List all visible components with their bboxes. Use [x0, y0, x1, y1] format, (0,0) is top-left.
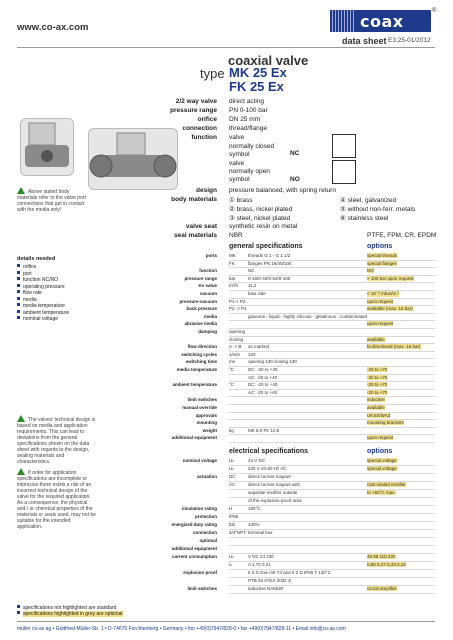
row-divider [229, 513, 435, 514]
table-cell-value: 120 [248, 351, 256, 357]
table-cell-option: available (max. 16 bar) [367, 306, 413, 312]
table-row-label: approvals [195, 412, 217, 418]
table-row-label: current consumption [171, 554, 217, 559]
design-value: pressure balanced, with spring return [229, 187, 336, 194]
table-row-label: energized duty rating [171, 522, 217, 527]
table-cell-value: opening 130 closing 130 [248, 359, 297, 365]
table-row-label: switching time [185, 359, 217, 365]
table-cell-option: inductive [367, 397, 385, 403]
table-row-label: vacuum [199, 291, 217, 296]
table-cell-unit: 1/min [229, 351, 241, 357]
row-divider [229, 328, 435, 329]
footer-contact: müller co-ax ag • Gottfried-Müller-Str. 1 • D-74670 Forchtenberg • Germany • fon +49(0)7947/828-0 • fax +49(0)7947/828-11 • Email info@co-ax.com [17, 626, 346, 632]
table-cell-value: 11,2 [248, 283, 257, 289]
list-item: ambient temperature [17, 310, 69, 317]
table-cell-value: PTB 03 ATEX 2032 X [248, 578, 291, 583]
order-warning-text: If order for application specifications are incomplete or imprecise there exists a risk of an incorrect technical design of the valve for the required application. As a consequence, the physical and / or chemical properties of the materials or seals used, may not be suitable for the intended application. [17, 470, 96, 530]
table-cell-value: gaseous - liquid - highly viscous - gelatinous - contaminated [248, 313, 368, 319]
table-row-label: damping [198, 329, 217, 334]
general-specs-table [0, 253, 453, 463]
table-cell-unit: Uₙ [229, 458, 235, 463]
electrical-specs-title: electrical specifications [229, 448, 308, 455]
material-6: ⑥ stainless steel [340, 215, 389, 222]
no-text-0: valve [229, 160, 245, 167]
row-divider [229, 419, 435, 420]
table-row-label: connection [192, 530, 217, 535]
table-row-label: optional [199, 538, 217, 543]
table-cell-option: -20 to +70 [367, 382, 388, 388]
table-cell-option: upon request [367, 435, 394, 441]
spec-value: PN 0-100 bar [229, 107, 268, 114]
website-url: www.co-ax.com [17, 22, 89, 33]
table-cell-value: NC [248, 268, 255, 274]
table-cell-value: AC: -20 to +40 [248, 389, 278, 395]
nc-text-1: normally closed [229, 143, 275, 150]
table-cell-unit: H [229, 506, 233, 511]
spec-label: orifice [197, 116, 217, 123]
material-2: ② brass, nickel plated [229, 206, 293, 213]
table-cell-option: special threads [367, 253, 398, 258]
table-cell-option: -20 to +70 [367, 367, 388, 372]
details-needed-title: details needed [17, 256, 56, 262]
seal-materials-value: NBR [229, 232, 243, 239]
table-cell-value: MK 8,0 FK 10,5 [248, 427, 280, 433]
table-cell-unit: Uₙ [229, 554, 235, 559]
table-row-label: weight [202, 427, 217, 433]
table-cell-unit: DC [229, 474, 236, 479]
product-title: coaxial valve [228, 53, 309, 68]
list-item: media temperature [17, 303, 69, 310]
table-row-label: limit switches [187, 397, 217, 403]
table-row-label: ambient temperature [172, 382, 217, 388]
table-cell-unit: AC [229, 482, 236, 487]
table-cell-option: cast sealed rectifier [367, 482, 406, 487]
material-4: ④ steel, galvanized [340, 197, 397, 204]
nc-symbol-icon [332, 134, 356, 158]
table-cell-value: bias side [248, 291, 266, 296]
row-divider [229, 521, 435, 522]
model-names [229, 66, 287, 94]
table-cell-unit: kg [229, 427, 234, 433]
table-cell-unit: bar [229, 275, 236, 281]
row-divider [229, 320, 435, 321]
table-cell-unit: °C [229, 367, 235, 372]
table-row-label: switching cycles [181, 351, 217, 357]
table-cell-option: mounting brackets [367, 420, 404, 426]
table-cell-option: available [367, 336, 385, 342]
table-cell-unit: Iₙ [229, 562, 233, 567]
table-cell-value: 0-16/0-40/0-64/0-100 [248, 275, 291, 281]
table-row-label: pressure range [184, 275, 217, 281]
body-materials-label: body materials [171, 196, 217, 203]
table-cell-unit: P1-> P2 [229, 298, 246, 304]
list-item: orifice [17, 264, 69, 271]
table-cell-value: A 1,70 0,21 [248, 562, 271, 567]
table-row-label: explosion proof [183, 570, 217, 575]
row-divider [229, 396, 435, 397]
table-cell-value: of the explosion-proof area [248, 498, 302, 503]
coax-logo [330, 10, 431, 32]
table-cell-value: DC: -20 to +40 [248, 367, 278, 372]
table-cell-unit: opening [229, 329, 246, 334]
valve-seat-value: synthetic resin on metal [229, 223, 298, 230]
no-text-2: symbol [229, 176, 250, 183]
no-text-1: normally open [229, 168, 270, 175]
table-cell-value: II 2 G Exe mII T4 and II 2 D IP65 T 130°C [248, 570, 331, 575]
valve-photo-mk [20, 118, 74, 176]
row-divider [229, 442, 435, 443]
materials-warning [17, 187, 87, 213]
spec-value: DN 25 mm [229, 116, 261, 123]
no-symbol-icon [332, 160, 356, 184]
table-cell-option: NO [367, 268, 374, 274]
general-specs-title: general specifications [229, 243, 303, 250]
materials-warning-text: Above stated body materials refer to the valve port connections that get in contact with the media only! [17, 189, 86, 213]
no-code: NO [290, 176, 300, 183]
seal-materials-label: seal materials [173, 232, 217, 239]
table-cell-option: 48 98 110 220 [367, 554, 396, 559]
table-cell-option: upon request [367, 298, 394, 304]
header-divider [17, 47, 435, 48]
design-label: design [196, 187, 217, 194]
table-cell-value: separate rectifier outside [248, 490, 298, 495]
table-row-label: flow direction [187, 344, 217, 350]
model-1: MK 25 Ex [229, 65, 287, 80]
table-cell-option: available [367, 405, 385, 410]
row-divider [229, 351, 435, 352]
design-warning-text: The valves' technical design is based on media and application requirements. This can lead to deviations from the general specifications shown on the data sheet with regards to the design, sealing materials and characteristics. [17, 417, 96, 465]
table-cell-option: 0,85 0,47 0,43 0,19 [367, 562, 406, 567]
table-cell-value: 230 V 40-60 Hz AC [248, 466, 287, 471]
nc-text-2: symbol [229, 151, 250, 158]
spec-label: 2/2 way valve [175, 98, 217, 105]
list-item: function NC/NO [17, 277, 69, 284]
table-cell-unit: ms [229, 359, 235, 365]
table-cell-unit: A -> B [229, 344, 242, 350]
table-row-label: Kv value [198, 283, 217, 289]
table-cell-value: V DC 24 230 [248, 554, 274, 559]
spec-label: function [191, 134, 217, 141]
table-cell-option: special voltage [367, 458, 397, 463]
table-cell-value: 100% [248, 522, 260, 527]
material-1: ① brass [229, 197, 253, 204]
seal-options: PTFE, FPM, CR, EPDM [367, 232, 437, 239]
row-divider [229, 298, 435, 299]
table-row-label: ports [205, 253, 217, 258]
table-cell-value: inductive NAMUR [248, 586, 284, 591]
table-row-label: manual override [182, 405, 217, 410]
legend-standard: specifications not highlighted are standard [17, 605, 123, 611]
table-row-label: nominal voltage [182, 458, 217, 463]
type-label: type [200, 66, 225, 81]
table-cell-unit: m³/h [229, 283, 238, 289]
table-cell-unit: FK [229, 260, 235, 266]
table-row-label: back pressure [186, 306, 217, 312]
table-cell-value: 180°C [248, 506, 261, 511]
row-divider [229, 412, 435, 413]
table-cell-unit: P2 -> P1 [229, 306, 247, 312]
row-divider [229, 434, 435, 435]
list-item: port [17, 271, 69, 278]
model-2: FK 25 Ex [229, 79, 284, 94]
table-cell-unit: Uₙ [229, 466, 235, 471]
list-item: flow rate [17, 290, 69, 297]
table-row-label: abrasive media [184, 321, 217, 327]
table-row-label: protection [195, 514, 217, 519]
table-cell-value: direct-current magnet with [248, 482, 301, 487]
table-cell-option: special flanges [367, 260, 397, 266]
list-item: media [17, 297, 69, 304]
row-divider [229, 537, 435, 538]
table-cell-value: AC: -20 to +40 [248, 374, 278, 380]
table-cell-value: flanges PN 16/40/100 [248, 260, 292, 266]
table-cell-value: 24 V DC [248, 458, 266, 463]
table-cell-unit: 3/4"NPT [229, 530, 246, 535]
spec-value: thread/flange [229, 125, 267, 132]
spec-value: valve [229, 134, 245, 141]
table-cell-option: > 100 bar upon request [367, 275, 414, 281]
table-cell-unit: ED [229, 522, 236, 527]
table-cell-option: UKSS/WAZ [367, 412, 391, 418]
legend-optional: specifications highlighted in grey are optional [17, 611, 123, 617]
table-row-label: insulation rating [181, 506, 217, 511]
table-cell-option: bi-directional (max. 16 bar) [367, 344, 421, 350]
row-divider [229, 336, 435, 337]
table-cell-value: direct-current magnet [248, 474, 291, 479]
table-cell-option: upon request [367, 321, 394, 327]
spec-value: direct acting [229, 98, 265, 105]
table-row-label: limit switches [187, 586, 217, 591]
table-row-label: function [199, 268, 217, 274]
table-cell-option: -20 to +70 [367, 374, 388, 380]
table-row-label: mounting [196, 420, 217, 426]
valve-mk-icon [21, 119, 73, 175]
row-divider [229, 593, 435, 594]
row-divider [229, 404, 435, 405]
document-number: E3.25-01/2012 [388, 37, 431, 44]
row-divider [229, 282, 435, 283]
valve-seat-label: valve seat [185, 223, 217, 230]
list-item: operating pressure [17, 284, 69, 291]
spec-label: connection [182, 125, 217, 132]
footer-divider [17, 621, 435, 622]
table-cell-unit: MK [229, 253, 236, 258]
table-cell-value: threads G 1 - G 1 1/2 [248, 253, 291, 258]
list-item: nominal voltage [17, 316, 69, 323]
electrical-options-title: options [367, 448, 393, 455]
warning-icon [17, 187, 25, 194]
table-row-label: media temperature [176, 367, 217, 372]
row-divider [229, 545, 435, 546]
row-divider [229, 267, 435, 268]
nc-code: NC [290, 150, 300, 157]
table-row-label: additional equipment [171, 435, 217, 441]
table-cell-option: to +60°C max. [367, 490, 396, 495]
data-sheet-label: data sheet [342, 36, 387, 46]
table-cell-option: < 10⁻³ mbar/m.³ [367, 291, 400, 296]
spec-label: pressure range [170, 107, 217, 114]
registered-mark: ® [432, 8, 437, 14]
table-row-label: actuation [196, 474, 217, 479]
table-cell-option: special voltage [367, 466, 397, 471]
table-cell-value: as marked [248, 344, 270, 350]
general-options-title: options [367, 243, 393, 250]
electrical-specs-table [0, 458, 453, 598]
material-3: ③ steel, nickel plated [229, 215, 291, 222]
table-cell-unit: °C [229, 382, 235, 388]
table-row-label: additional equipment [171, 546, 217, 551]
table-cell-unit: closing [229, 336, 244, 342]
table-cell-unit: IP65 [229, 514, 239, 519]
logo-bars-icon [330, 10, 356, 32]
table-cell-value: terminal box [248, 530, 273, 535]
table-cell-value: DC: -20 to +40 [248, 382, 278, 388]
table-row-label: pressure-vacuum [179, 298, 217, 304]
table-row-label: media [203, 313, 217, 319]
legend [17, 605, 123, 617]
material-5: ⑤ without non-ferr. metals [340, 206, 416, 213]
table-cell-option: circuit amplifier [367, 586, 398, 591]
table-cell-option: -20 to +70 [367, 389, 388, 395]
logo-text: coax [360, 11, 404, 31]
